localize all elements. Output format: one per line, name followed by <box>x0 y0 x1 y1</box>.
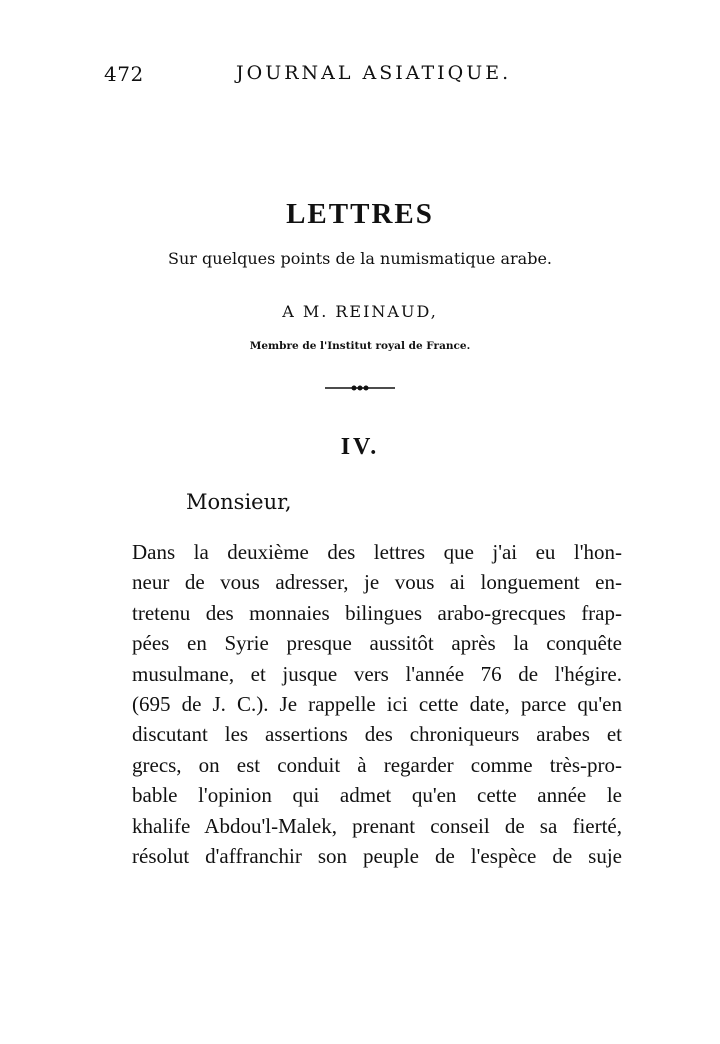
body-line: grecs, on est conduit à regarder comme très-pro- <box>132 752 622 777</box>
ornament-divider <box>0 378 720 397</box>
body-paragraph <box>132 537 622 871</box>
body-line: pées en Syrie presque aussitôt après la conquête <box>132 631 622 656</box>
body-line: résolut d'affranchir son peuple de l'espèce de suje <box>132 843 622 868</box>
body-line: discutant les assertions des chroniqueurs arabes et <box>132 722 622 747</box>
section-number: IV. <box>340 434 380 460</box>
body-line: khalife Abdou'l-Malek, prenant conseil de sa fierté, <box>132 813 622 838</box>
article-title: LETTRES <box>286 198 434 230</box>
addressee: A M. REINAUD, <box>282 302 438 321</box>
body-line: tretenu des monnaies bilingues arabo-grecques frap- <box>132 600 622 625</box>
body-line: Dans la deuxième des lettres que j'ai eu l'hon- <box>132 540 622 564</box>
article-subtitle: Sur quelques points de la numismatique arabe. <box>168 249 552 268</box>
body-line: bable l'opinion qui admet qu'en cette année le <box>132 783 622 808</box>
body-line: musulmane, et jusque vers l'année 76 de l'hégire. <box>132 661 622 686</box>
page-number: 472 <box>104 62 144 86</box>
salutation: Monsieur, <box>186 490 292 514</box>
body-line: neur de vous adresser, je vous ai longuement en- <box>132 570 622 595</box>
affiliation: Membre de l'Institut royal de France. <box>249 340 471 352</box>
body-line: (695 de J. C.). Je rappelle ici cette date, parce qu'en <box>132 691 622 716</box>
running-title: JOURNAL ASIATIQUE. <box>236 62 512 84</box>
divider-ornament-icon <box>325 383 395 393</box>
